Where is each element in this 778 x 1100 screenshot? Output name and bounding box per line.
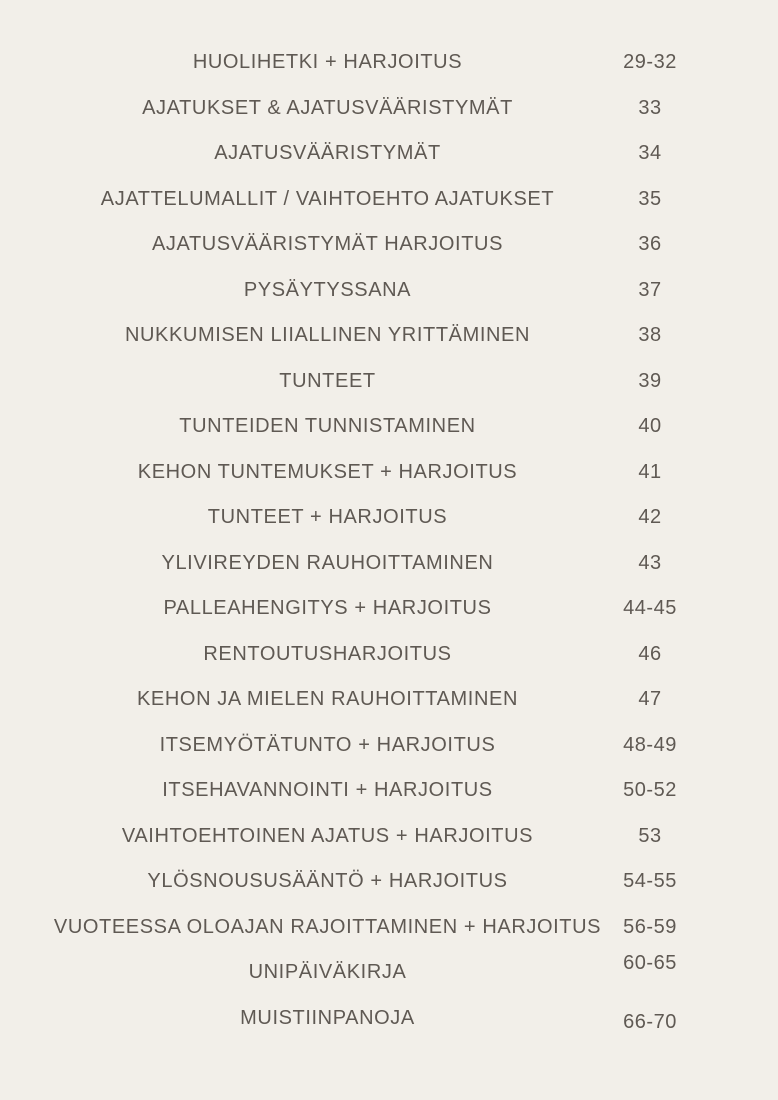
toc-entry-title: PALLEAHENGITYS + HARJOITUS <box>163 597 492 619</box>
toc-row <box>0 322 778 348</box>
toc-row <box>0 504 778 530</box>
toc-row <box>0 1005 778 1031</box>
toc-entry-title: PYSÄYTYSSANA <box>243 278 412 301</box>
toc-entry-pages: 42 <box>638 506 662 528</box>
toc-entry-title: RENTOUTUSHARJOITUS <box>203 642 452 665</box>
toc-row <box>0 868 778 894</box>
toc-entry-title: ITSEMYÖTÄTUNTO + HARJOITUS <box>159 733 496 756</box>
toc-entry-title: AJATUSVÄÄRISTYMÄT <box>214 142 441 164</box>
toc-row <box>0 777 778 803</box>
toc-entry-pages: 48-49 <box>623 733 677 756</box>
toc-entry-pages: 47 <box>638 688 662 710</box>
toc-entry-title: HUOLIHETKI + HARJOITUS <box>192 51 463 73</box>
toc-row <box>0 95 778 121</box>
toc-entry-pages: 33 <box>638 96 662 119</box>
toc-entry-title: TUNTEIDEN TUNNISTAMINEN <box>179 415 476 437</box>
toc-row <box>0 413 778 439</box>
toc-entry-pages: 44-45 <box>623 597 677 619</box>
toc-entry-title: YLIVIREYDEN RAUHOITTAMINEN <box>161 551 494 574</box>
toc-entry-title: AJATUSVÄÄRISTYMÄT HARJOITUS <box>151 233 504 255</box>
toc-entry-title: AJATUKSET & AJATUSVÄÄRISTYMÄT <box>142 96 513 119</box>
toc-row <box>0 952 778 985</box>
toc-row <box>0 459 778 485</box>
toc-entry-title: VUOTEESSA OLOAJAN RAJOITTAMINEN + HARJOITUS <box>53 915 602 938</box>
toc-entry-pages: 43 <box>638 551 662 574</box>
toc-entry-pages: 53 <box>638 824 662 847</box>
toc-entry-pages: 46 <box>638 642 662 665</box>
toc-row <box>0 140 778 166</box>
toc-entry-pages: 66-70 <box>623 1010 677 1033</box>
toc-entry-pages: 37 <box>638 278 662 301</box>
toc-entry-pages: 41 <box>638 460 662 483</box>
toc-entry-title: YLÖSNOUSUSÄÄNTÖ + HARJOITUS <box>147 870 508 892</box>
toc-entry-pages: 39 <box>638 369 662 392</box>
toc-entry-title: ITSEHAVANNOINTI + HARJOITUS <box>162 779 493 801</box>
toc-row <box>0 595 778 621</box>
toc-entry-title: TUNTEET + HARJOITUS <box>207 506 448 528</box>
toc-row <box>0 732 778 758</box>
toc-entry-title: KEHON JA MIELEN RAUHOITTAMINEN <box>136 688 518 710</box>
toc-entry-pages: 35 <box>638 187 662 210</box>
toc-row <box>0 49 778 75</box>
toc-row <box>0 186 778 212</box>
toc-entry-title: VAIHTOEHTOINEN AJATUS + HARJOITUS <box>121 824 534 847</box>
toc-entry-pages: 29-32 <box>623 51 677 73</box>
toc-entry-title: UNIPÄIVÄKIRJA <box>248 961 407 983</box>
toc-entry-pages: 50-52 <box>623 779 677 801</box>
toc-row <box>0 550 778 576</box>
toc-entry-pages: 40 <box>638 415 662 437</box>
toc-row <box>0 914 778 940</box>
toc-entry-title: AJATTELUMALLIT / VAIHTOEHTO AJATUKSET <box>100 187 555 210</box>
toc-entry-title: KEHON TUNTEMUKSET + HARJOITUS <box>137 460 518 483</box>
toc-entry-pages: 56-59 <box>623 915 677 938</box>
toc-row <box>0 686 778 712</box>
toc-row <box>0 641 778 667</box>
toc-row <box>0 368 778 394</box>
toc-list <box>0 49 778 1031</box>
toc-entry-title: NUKKUMISEN LIIALLINEN YRITTÄMINEN <box>124 324 531 346</box>
toc-row <box>0 823 778 849</box>
toc-entry-pages: 54-55 <box>623 870 677 892</box>
toc-row <box>0 231 778 257</box>
toc-row <box>0 277 778 303</box>
toc-entry-pages: 36 <box>638 233 662 255</box>
toc-entry-title: TUNTEET <box>279 369 376 392</box>
toc-entry-pages: 60-65 <box>623 952 677 974</box>
toc-entry-title: MUISTIINPANOJA <box>240 1006 415 1029</box>
toc-entry-pages: 38 <box>638 324 662 346</box>
toc-entry-pages: 34 <box>638 142 662 164</box>
